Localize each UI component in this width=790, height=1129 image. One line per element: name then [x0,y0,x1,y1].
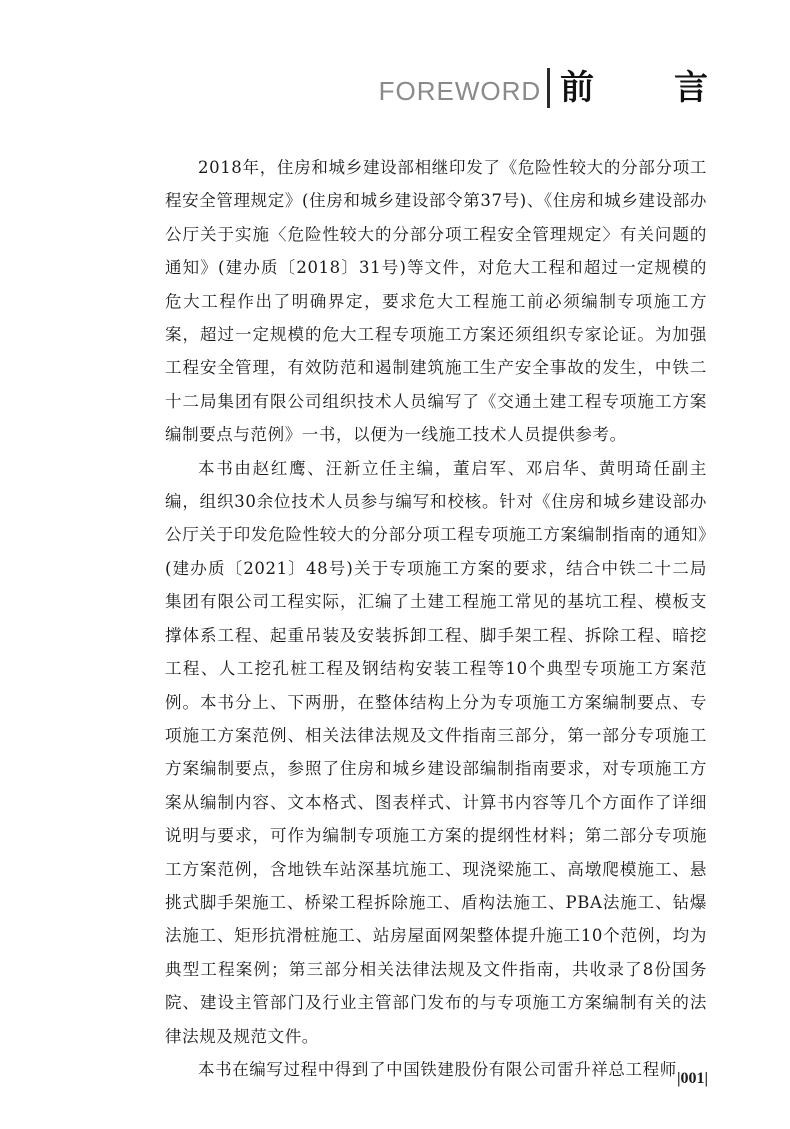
header-divider [547,68,550,108]
body-text [165,151,707,1086]
paragraph-3: 本书在编写过程中得到了中国铁建股份有限公司雷升祥总工程师 [198,1059,677,1079]
paragraph-2: 本书由赵红鹰、汪新立任主编，董启军、邓启华、黄明琦任副主编，组织30余位技术人员参与编写和校核。针对《住房和城乡建设部办公厅关于印发危险性较大的分部分项工程专项施工方案编制指南的通知》(建办质〔2021〕48号)关于专项施工方案的要求，结合中铁二十二局集团有限公司工程实际，汇编了土建工程施工常见的基坑工程、模板支撑体系工程、起重吊装及安装拆卸工程、脚手架工程、拆除工程、暗挖工程、人工挖孔桩工程及钢结构安装工程等10个典型专项施工方案范例。本书分上、下两册，在整体结构上分为专项施工方案编制要点、专项施工方案范例、相关法律法规及文件指南三部分，第一部分专项施工方案编制要点，参照了住房和城乡建设部编制指南要求，对专项施工方案从编制内容、文本格式、图表样式、计算书内容等几个方面作了详细说明与要求，可作为编制专项施工方案的提纲性材料；第二部分专项施工方案范例，含地铁车站深基坑施工、现浇梁施工、高墩爬模施工、悬挑式脚手架施工、桥梁工程拆除施工、盾构法施工、PBA法施工、钻爆法施工、矩形抗滑桩施工、站房屋面网架整体提升施工10个范例，均为典型工程案例；第三部分相关法律法规及文件指南，共收录了8份国务院、建设主管部门及行业主管部门发布的与专项施工方案编制有关的法律法规及规范文件。 [165,458,707,1046]
paragraph-1: 2018年，住房和城乡建设部相继印发了《危险性较大的分部分项工程安全管理规定》(住房和城乡建设部令第37号)、《住房和城乡建设部办公厅关于实施〈危险性较大的分部分项工程安全管理规定〉有关问题的通知》(建办质〔2018〕31号)等文件，对危大工程和超过一定规模的危大工程作出了明确界定，要求危大工程施工前必须编制专项施工方案，超过一定规模的危大工程专项施工方案还须组织专家论证。为加强工程安全管理，有效防范和遏制建筑施工生产安全事故的发生，中铁二十二局集团有限公司组织技术人员编写了《交通土建工程专项施工方案编制要点与范例》一书，以便为一线施工技术人员提供参考。 [165,158,707,445]
page-title: 前 言 [560,68,742,108]
page-header [378,64,742,108]
foreword-label: FOREWORD [378,76,542,106]
page-number: |001| [676,1070,708,1087]
